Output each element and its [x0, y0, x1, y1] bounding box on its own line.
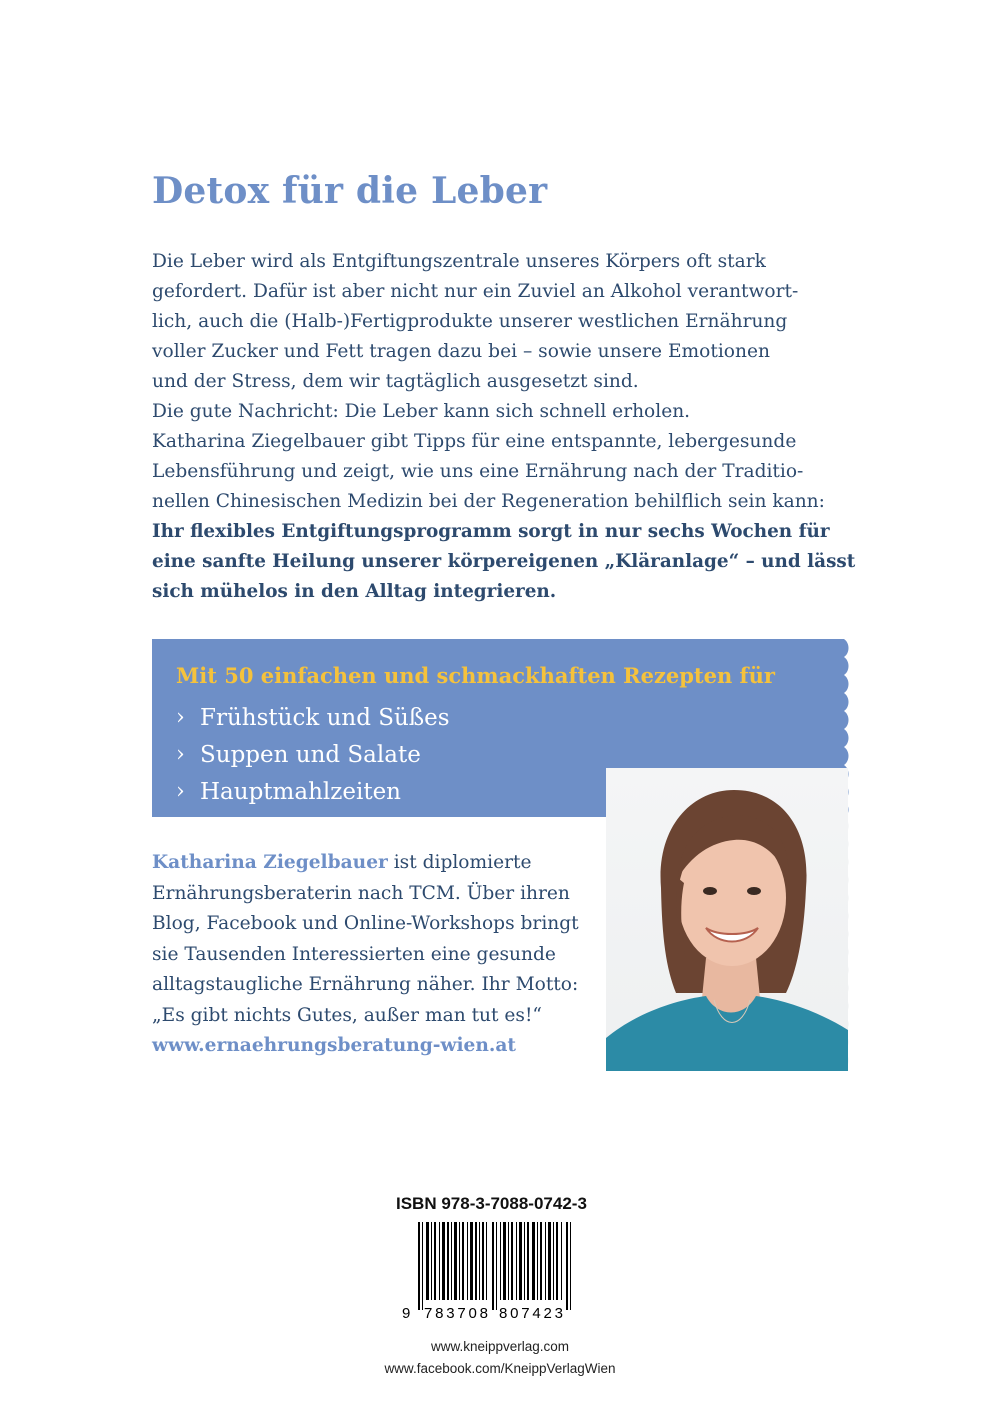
description-bold-line: eine sanfte Heilung unserer körpereigenen „Kläranlage“ – und lässt [152, 551, 856, 572]
chevron-right-icon: › [176, 705, 185, 730]
description-line: Die gute Nachricht: Die Leber kann sich schnell erholen. [152, 401, 691, 422]
recipes-heading: Mit 50 einfachen und schmackhaften Rezepten für [176, 663, 775, 688]
barcode-digits-left: 783708 [424, 1305, 488, 1322]
author-bio-line: Blog, Facebook und Online-Workshops bringt [152, 913, 579, 934]
barcode-bars [418, 1222, 571, 1310]
description-line: Die Leber wird als Entgiftungszentrale unseres Körpers oft stark [152, 251, 766, 272]
description-line: und der Stress, dem wir tagtäglich ausgesetzt sind. [152, 371, 639, 392]
list-item [176, 699, 450, 736]
description-line: voller Zucker und Fett tragen dazu bei – sowie unsere Emotionen [152, 341, 770, 362]
book-title: Detox für die Leber [152, 170, 548, 212]
recipes-list [176, 699, 450, 810]
recipe-category: Hauptmahlzeiten [200, 778, 401, 805]
publisher-links [360, 1336, 640, 1380]
book-description [152, 247, 856, 607]
list-item [176, 773, 450, 810]
description-line: nellen Chinesischen Medizin bei der Regeneration behilflich sein kann: [152, 491, 825, 512]
list-item [176, 736, 450, 773]
description-bold-line: sich mühelos in den Alltag integrieren. [152, 581, 557, 602]
author-website-link[interactable]: www.ernaehrungsberatung-wien.at [152, 1035, 517, 1056]
author-bio [152, 848, 602, 1062]
chevron-right-icon: › [176, 742, 185, 767]
publisher-website-link[interactable]: www.kneippverlag.com [430, 1339, 570, 1354]
chevron-right-icon: › [176, 779, 185, 804]
recipe-category: Suppen und Salate [200, 741, 421, 768]
description-line: gefordert. Dafür ist aber nicht nur ein Zuviel an Alkohol verantwort- [152, 281, 799, 302]
description-line: Lebensführung und zeigt, wie uns eine Ernährung nach der Traditio- [152, 461, 804, 482]
author-bio-line [152, 848, 602, 879]
description-bold-line: Ihr flexibles Entgiftungsprogramm sorgt in nur sechs Wochen für [152, 521, 830, 542]
isbn-number: ISBN 978-3-7088-0742-3 [396, 1194, 587, 1213]
recipe-category: Frühstück und Süßes [200, 704, 450, 731]
author-bio-text: ist diplomierte [387, 852, 532, 873]
barcode-digits-right: 807423 [499, 1305, 563, 1322]
author-photo [606, 768, 848, 1071]
description-line: Katharina Ziegelbauer gibt Tipps für eine entspannte, lebergesunde [152, 431, 797, 452]
author-motto: „Es gibt nichts Gutes, außer man tut es!“ [152, 1004, 542, 1026]
barcode [400, 1222, 590, 1322]
author-name: Katharina Ziegelbauer [152, 852, 388, 873]
publisher-facebook-link[interactable]: www.facebook.com/KneippVerlagWien [384, 1361, 616, 1376]
author-portrait-illustration [606, 768, 848, 1071]
author-bio-line: Ernährungsberaterin nach TCM. Über ihren [152, 882, 570, 904]
description-line: lich, auch die (Halb-)Fertigprodukte unserer westlichen Ernährung [152, 311, 788, 332]
barcode-digit-lead: 9 [402, 1305, 411, 1322]
author-bio-line: sie Tausenden Interessierten eine gesunde [152, 943, 556, 965]
author-bio-line: alltagstaugliche Ernährung näher. Ihr Motto: [152, 974, 579, 995]
